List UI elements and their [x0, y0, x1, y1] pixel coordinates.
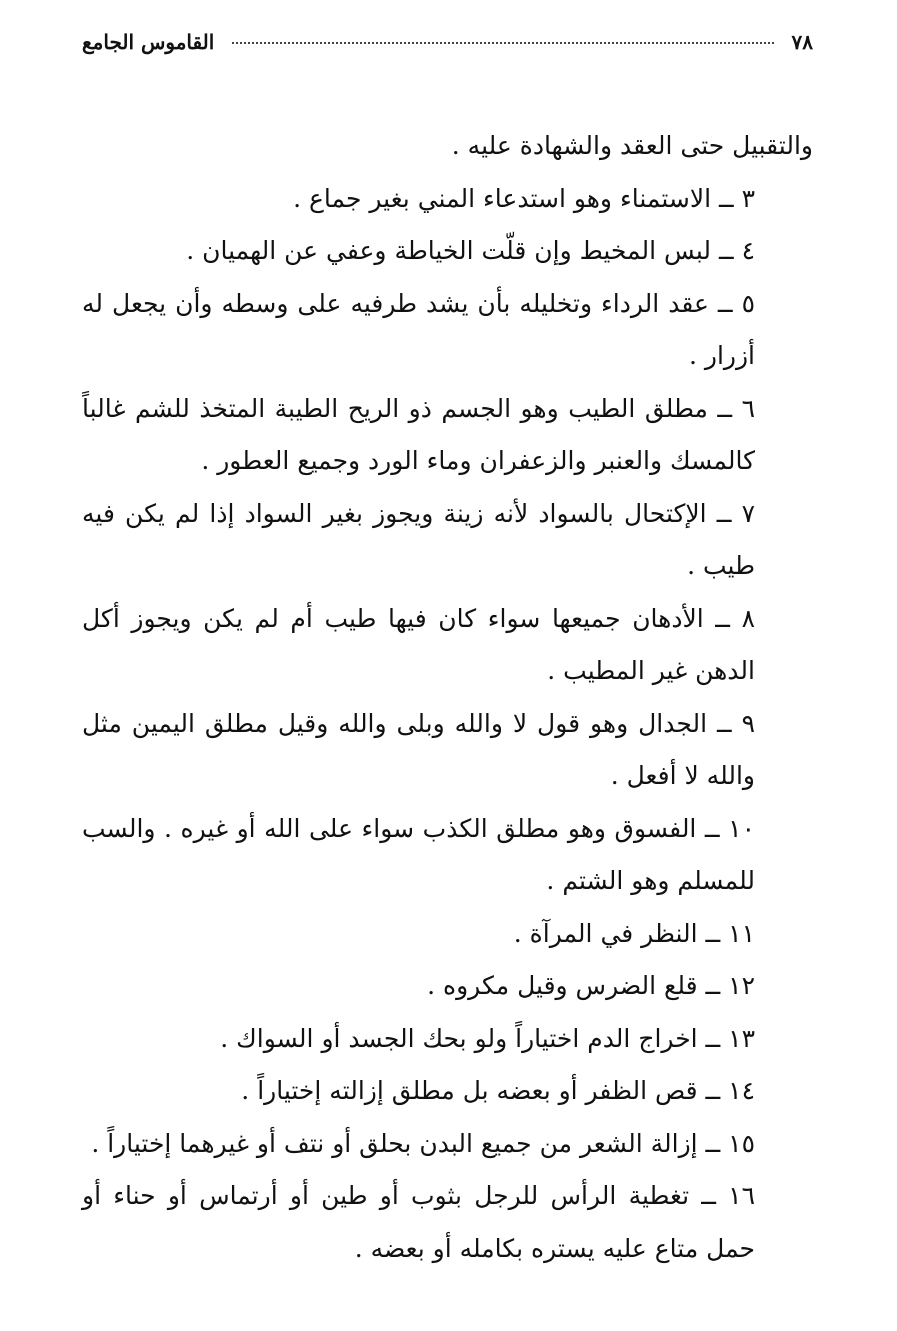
list-item-3: ٣ ــ الاستمناء وهو استدعاء المني بغير جماع . [293, 183, 755, 213]
running-title: القاموس الجامع [82, 30, 215, 54]
list-item-12: ١٢ ــ قلع الضرس وقيل مكروه . [427, 971, 755, 1000]
running-header [82, 30, 813, 70]
list-item-9: ٩ ــ الجدال وهو قول لا والله وبلى والله وقيل مطلق اليمين مثل والله لا أفعل . [82, 708, 755, 790]
list-item-5: ٥ ــ عقد الرداء وتخليله بأن يشد طرفيه على وسطه وأن يجعل له أزرار . [82, 288, 755, 370]
list-item-11: ١١ ــ النظر في المرآة . [513, 918, 755, 948]
body-text [82, 120, 813, 1275]
paragraph-continuation: والتقبيل حتى العقد والشهادة عليه . [451, 131, 813, 160]
list-item-13: ١٣ ــ اخراج الدم اختياراً ولو بحك الجسد أو السواك . [220, 1023, 755, 1053]
list-item-14: ١٤ ــ قص الظفر أو بعضه بل مطلق إزالته إختياراً . [241, 1076, 755, 1105]
list-item-4: ٤ ــ لبس المخيط وإن قلّت الخياطة وعفي عن الهميان . [186, 236, 755, 265]
page-number: ٧٨ [791, 30, 813, 54]
header-leader-dots [232, 42, 773, 44]
list-item-15: ١٥ ــ إزالة الشعر من جميع البدن بحلق أو نتف أو غيرهما إختياراً . [91, 1128, 755, 1158]
list-item-6: ٦ ــ مطلق الطيب وهو الجسم ذو الريح الطيبة المتخذ للشم غالباً كالمسك والعنبر والزعفران وماء الورد وجميع العطور . [82, 393, 755, 475]
list-item-16: ١٦ ــ تغطية الرأس للرجل بثوب أو طين أو أرتماس أو حناء أو حمل متاع عليه يستره بكامله أو بعضه . [82, 1181, 755, 1263]
list-item-8: ٨ ــ الأدهان جميعها سواء كان فيها طيب أم لم يكن ويجوز أكل الدهن غير المطيب . [82, 603, 755, 685]
list-item-10: ١٠ ــ الفسوق وهو مطلق الكذب سواء على الله أو غيره . والسب للمسلم وهو الشتم . [82, 813, 755, 895]
list-item-7: ٧ ــ الإكتحال بالسواد لأنه زينة ويجوز بغير السواد إذا لم يكن فيه طيب . [82, 498, 755, 580]
